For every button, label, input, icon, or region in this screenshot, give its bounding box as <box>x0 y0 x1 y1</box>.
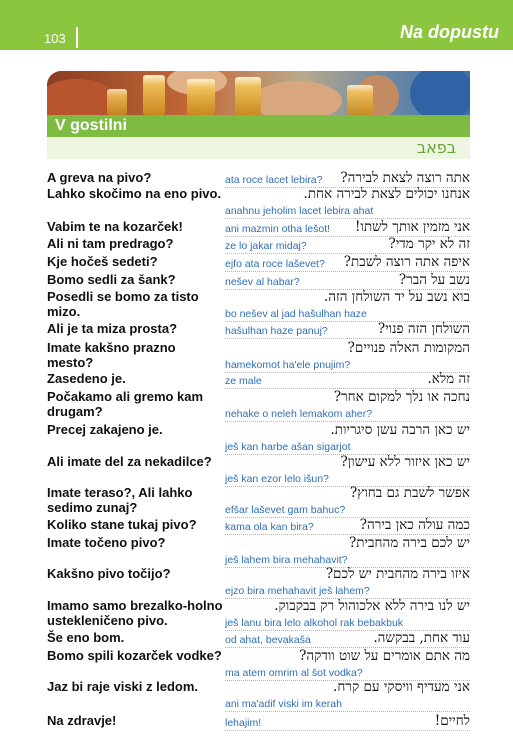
phrase-transliteration: anahnu jeholim lacet lebira ahat <box>225 205 374 217</box>
phrase-transliteration: hamekomot ha'ele pnujim? <box>225 359 351 371</box>
phrase-hebrew: זה מלא. <box>427 371 470 387</box>
phrase-hebrew: זה לא יקר מדי? <box>388 236 470 252</box>
phrase-transliteration: ješ kan ezor lelo išun? <box>225 473 329 485</box>
phrase-transliteration: kama ola kan bira? <box>225 521 314 533</box>
phrase-divider <box>225 730 470 731</box>
phrase-slovene: Še eno bom. <box>47 630 125 645</box>
phrase-slovene: Ali ni tam predrago? <box>47 236 174 251</box>
phrase-slovene: Imamo samo brezalko-holno ustekleničeno pivo. <box>47 598 223 628</box>
phrase-hebrew: כמה עולה כאן בירה? <box>359 517 470 533</box>
phrase-slovene: Počakamo ali gremo kam drugam? <box>47 389 204 419</box>
phrase-hebrew: עוד אחת, בבקשה. <box>373 630 470 646</box>
phrase-hebrew: נחכה או נלך למקום אחר? <box>333 389 470 405</box>
phrase-slovene: Vabim te na kozarček! <box>47 219 183 234</box>
chapter-title: Na dopustu <box>400 22 499 42</box>
phrase-transliteration: nešev al habar? <box>225 276 300 288</box>
phrase-slovene: Koliko stane tukaj pivo? <box>47 517 197 532</box>
phrase-hebrew: יש לכם בירה מהחבית? <box>348 535 470 551</box>
section-photo <box>47 71 470 115</box>
phrase-hebrew: אני מזמין אותך לשתו! <box>354 219 470 235</box>
phrase-slovene: Bomo spili kozarček vodke? <box>47 648 222 663</box>
phrase-slovene: Zasedeno je. <box>47 371 126 386</box>
phrase-slovene: Ali je ta miza prosta? <box>47 321 178 336</box>
phrase-transliteration: ani mazmin otha lešot! <box>225 223 331 235</box>
phrase-transliteration: ješ lanu bira lelo alkohol rak bebakbuk <box>225 617 404 629</box>
phrase-slovene: Ali imate del za nekadilce? <box>47 454 212 469</box>
phrase-slovene: Imate kakšno prazno mesto? <box>47 340 176 370</box>
phrase-slovene: Na zdravje! <box>47 713 117 728</box>
phrase-hebrew: אנחנו יכולים לצאת לבירה אחת. <box>303 186 470 202</box>
phrase-transliteration: hašulhan haze panuj? <box>225 325 328 337</box>
phrase-slovene: Jaz bi raje viski z ledom. <box>47 679 199 694</box>
phrase-hebrew: השולחן הזה פנוי? <box>377 321 470 337</box>
phrase-transliteration: ejzo bira mehahavit ješ lahem? <box>225 585 370 597</box>
phrase-hebrew: המקומות האלה פנויים? <box>347 340 470 356</box>
page-number: 103 <box>44 31 66 46</box>
phrase-transliteration: od ahat, bevakaša <box>225 634 311 646</box>
phrase-transliteration: ejfo ata roce laševet? <box>225 258 325 270</box>
section-title: V gostilni <box>55 117 127 134</box>
phrase-slovene: Precej zakajeno je. <box>47 422 163 437</box>
phrase-slovene: Bomo sedli za šank? <box>47 272 176 287</box>
phrase-hebrew: נשב על הבר? <box>398 272 470 288</box>
phrase-hebrew: אפשר לשבת גם בחוץ? <box>350 485 470 501</box>
pub-beer-photo <box>47 71 470 115</box>
phrase-hebrew: יש כאן איזור ללא עישון? <box>340 454 470 470</box>
phrase-hebrew: בוא נשב על יד השולחן הזה. <box>323 289 470 305</box>
phrase-transliteration: ze lo jakar midaj? <box>225 240 307 252</box>
phrase-slovene: Imate teraso?, Ali lahko sedimo zunaj? <box>47 485 193 515</box>
phrase-transliteration: ata roce lacet lebira? <box>225 174 323 186</box>
phrase-slovene: Posedli se bomo za tisto mizo. <box>47 289 199 319</box>
phrase-hebrew: יש לנו בירה ללא אלכוהול רק בבקבוק. <box>274 598 470 614</box>
phrase-transliteration: ješ kan harbe ašan sigarjot <box>225 441 351 453</box>
phrase-transliteration: efšar laševet gam bahuc? <box>225 504 346 516</box>
phrase-hebrew: לחיים! <box>434 713 470 729</box>
phrase-divider <box>225 338 470 339</box>
phrase-transliteration: ješ lahem bira mehahavit? <box>225 554 348 566</box>
phrase-hebrew: מה אתם אומרים על שוט וודקה? <box>299 648 470 664</box>
phrase-transliteration: nehake o neleh lemakom aher? <box>225 408 373 420</box>
chapter-header-bar <box>0 0 513 50</box>
phrase-transliteration: lehajim! <box>225 717 262 729</box>
phrase-slovene: Kakšno pivo točijo? <box>47 566 171 581</box>
phrase-slovene: A greva na pivo? <box>47 170 152 185</box>
phrase-transliteration: ma atem omrim al šot vodka? <box>225 667 363 679</box>
phrase-hebrew: איזו בירה מהחבית יש לכם? <box>325 566 470 582</box>
phrase-hebrew: אתה רוצה לצאת לבירה? <box>340 170 470 186</box>
section-title-hebrew: בפאב <box>416 138 456 157</box>
phrase-slovene: Kje hočeš sedeti? <box>47 254 158 269</box>
phrase-transliteration: bo nešev al jad hašulhan haze <box>225 308 367 320</box>
section-subheading-bar <box>47 137 470 159</box>
phrase-transliteration: ani ma'adif viski im kerah <box>225 698 342 710</box>
phrase-hebrew: איפה אתה רוצה לשבת? <box>343 254 470 270</box>
phrase-hebrew: אני מעדיף וויסקי עם קרח. <box>333 679 470 695</box>
phrase-transliteration: ze male <box>225 375 262 387</box>
phrase-divider <box>225 711 470 712</box>
page-number-divider <box>76 27 78 48</box>
phrase-slovene: Imate točeno pivo? <box>47 535 166 550</box>
phrase-slovene: Lahko skočimo na eno pivo. <box>47 186 222 201</box>
section-heading-bar <box>47 115 470 137</box>
phrase-hebrew: יש כאן הרבה עשן סיגריות. <box>330 422 470 438</box>
